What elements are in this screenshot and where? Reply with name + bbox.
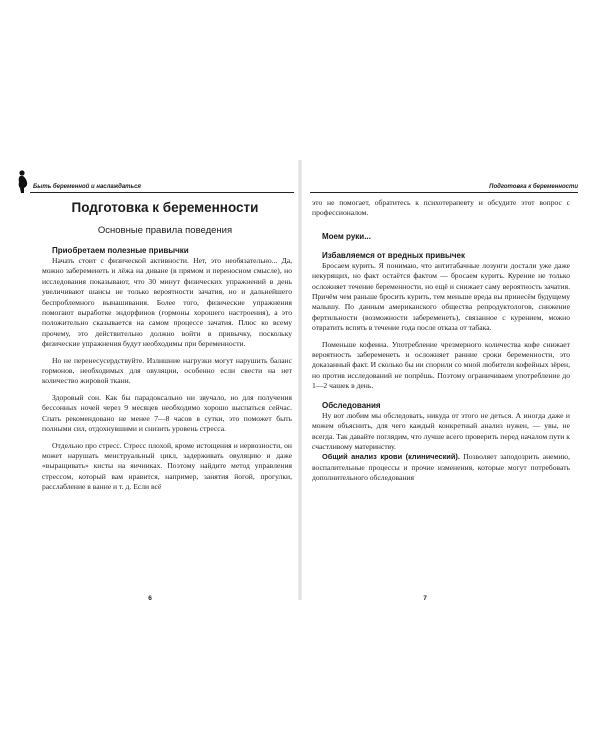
paragraph: Бросаем курить. Я понимаю, что антитабачные лозунги достали уже даже некурящих, но факт остаётся фактом — бросаем курить. Курение не только осложняет течение беременности, но ещё и снижает саму вероятность зачатия. Причём чем раньше бросить курить, тем меньше вреда вы принесём будущему малышу. По данным американского общества репродуктологов, снижение фертильности (возможности забеременеть), связанное с курением, можно отвратить вспять в течение года после отказа от табака. xyxy=(312,260,570,333)
sub-heading: Моем руки... xyxy=(322,231,371,241)
section-subtitle: Основные правила поведения xyxy=(97,225,233,236)
left-header-rule xyxy=(30,192,294,193)
right-running-head: Подготовка к беременности xyxy=(489,184,578,190)
term-description: Позволяет заподозрить анемию, воспалительные процессы и прочие изменения, которые могут потребовать дополнительного обследования xyxy=(312,452,570,483)
left-running-head: Быть беременной и наслаждаться xyxy=(33,184,141,190)
section-heading: Обследования xyxy=(322,400,381,410)
paragraph: Но не перенесусердствуйте. Излишние нагрузки могут нарушить баланс гормонов, необходимых для овуляции, особенно если свести на нет количество жировой ткани. xyxy=(42,355,292,386)
paragraph: Начать стоит с физической активности. Нет, это необязательно... Да, можно забеременеть и лёжа на диване (в прямом и переносном смысле), но исследования показывают, что 30 минут физических упражнений в день увеличивают шансы не только вероятности зачатия, но и дальнейшего беспроблемного вынашивания. Более того, физические упражнения помогают выработке эндорфинов (гормоны хорошего настроения), а это положительно сказывается на самом процессе зачатия. Плюс ко всему прочему, это действительно должно войти в привычку, поскольку физические упражнения будут необходимы при беременности. xyxy=(42,256,292,349)
right-page xyxy=(300,0,600,750)
right-text-column xyxy=(312,198,570,484)
paragraph: Ну вот любим мы обследовать, никуда от этого не деться. А иногда даже и можем объяснить, для чего каждый конкретный анализ нужен, — увы, не всегда. Так давайте поглядим, что лучше всего проверить перед началом пути к счастливому материнству. xyxy=(312,410,570,451)
chapter-title: Подготовка к беременности xyxy=(71,200,259,215)
page-number: 7 xyxy=(423,595,427,602)
paragraph: Отдельно про стресс. Стресс плохой, кроме истощения и нервозности, он может нарушать менструальный цикл, задерживать овуляцию и даже «выращивать» кисты на яичниках. Поэтому найдите метод управления стрессом, который вам нравится, например, занятия йогой, прогулки, расслабление в ванне и т. д. Если всё xyxy=(42,440,292,492)
paragraph: это не помогает, обратитесь к психотерапевту и обсудите этот вопрос с профессионалом. xyxy=(312,198,570,218)
paragraph: Здоровый сон. Как бы парадоксально ни звучало, но для получения бессонных ночей через 9 месяцев необходимо хорошо выспаться сейчас. Спать рекомендовано не менее 7—8 часов в сутки, это поможет быть полными сил, отдохнувшими и снизить уровень стресса. xyxy=(42,392,292,434)
paragraph: Поменьше кофеина. Употребление чрезмерного количества кофе снижает вероятность забеременеть и осложняет ранние сроки беременности, это доказанный факт. И сколько бы ни спорили со мной любители кофейных зёрен, но против исследований не попрёшь. Поэтому ограничиваем употребление до 1—2 чашек в день. xyxy=(312,339,570,391)
paragraph xyxy=(312,452,570,483)
left-text-column xyxy=(42,245,292,493)
page-number: 6 xyxy=(148,595,152,602)
bold-term: Общий анализ крови (клинический). xyxy=(322,452,460,462)
right-header-rule xyxy=(310,192,578,193)
section-heading: Приобретаем полезные привычки xyxy=(52,246,189,255)
section-heading: Избавляемся от вредных привычек xyxy=(322,250,465,260)
pregnant-silhouette-icon xyxy=(16,170,28,194)
